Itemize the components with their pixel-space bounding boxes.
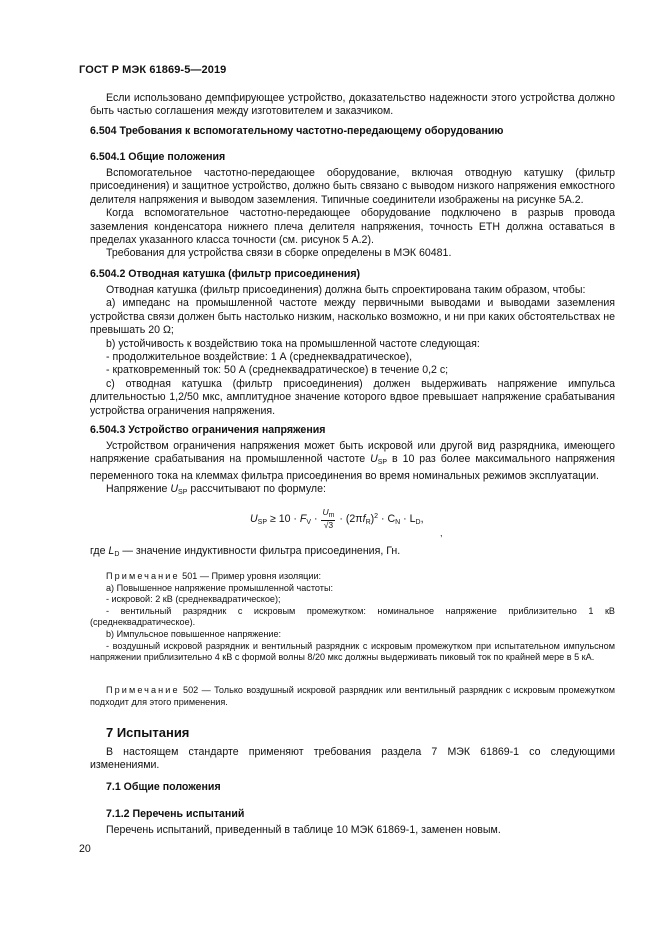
heading-6-504-2: 6.504.2 Отводная катушка (фильтр присоединения) bbox=[90, 268, 361, 280]
note-501: Примечание 501 — Пример уровня изоляции: а) Повышенное напряжение промышленной частоты: - искровой: 2 кВ (среднеквадратическое); - вентильный разрядник с искровым промежутком: номинальное напряжение приблизительно 1 кВ (среднеквадратическое). b) Импульсное повышенное напряжение: - воздушный искровой разрядник и вентильный разрядник с искровым промежутком при испытательном импульсном напряжении приблизительно 4 кВ с формой волны 8/20 мкс должны выдерживать пиковый ток по крайней мере в 5 кА. bbox=[90, 571, 615, 663]
heading-6-504-1: 6.504.1 Общие положения bbox=[90, 151, 226, 163]
heading-6-504-3: 6.504.3 Устройство ограничения напряжения bbox=[90, 424, 326, 436]
section-6-504-1-body bbox=[90, 167, 615, 261]
where-ld: где $L_D$ — значение индуктивности фильтра присоединения, Гн. bbox=[90, 545, 401, 558]
formula-usp: $U_{SP} \ge 10 \cdot F_V$ · $\frac{U_m}{√3}$ · $(2\pi f_R)^2 \cdot C_N \cdot L_D$, bbox=[250, 507, 424, 530]
heading-6-504: 6.504 Требования к вспомогательному частотно-передающему оборудованию bbox=[90, 125, 504, 137]
paragraph-iec60481: Требования для устройства связи в сборке определены в МЭК 60481. bbox=[106, 247, 452, 260]
paragraph-equipment: Вспомогательное частотно-передающее оборудование, включая отводную катушку (фильтр присоединения) и защитное устройство, должно быть связано с выводом низкого напряжения емкостного делителя напряжения и выводом заземления. Типичные соединители изображены на рисунке 5А.2. bbox=[90, 167, 615, 206]
heading-7: 7 Испытания bbox=[106, 725, 190, 740]
fraction-um-sqrt3: $\frac{U_m}{√3}$ bbox=[322, 507, 335, 530]
page-number: 20 bbox=[79, 843, 91, 855]
paragraph-7-1-2: Перечень испытаний, приведенный в таблице 10 МЭК 61869-1, заменен новым. bbox=[106, 824, 501, 836]
standard-code-header: ГОСТ Р МЭК 61869-5—2019 bbox=[79, 64, 227, 76]
formula-trailing-comma: , bbox=[440, 528, 443, 538]
heading-7-1-2: 7.1.2 Перечень испытаний bbox=[106, 808, 245, 820]
heading-7-1: 7.1 Общие положения bbox=[106, 781, 221, 793]
paragraph-ground-break: Когда вспомогательное частотно-передающее оборудование подключено в разрыв провода заземления конденсатора нижнего плеча делителя напряжения, точность ЕТН должна оставаться в пределах указанного класса точности (см. рисунок 5 А.2). bbox=[90, 207, 615, 247]
paragraph-damping: Если использовано демпфирующее устройство, доказательство надежности этого устройства должно быть частью соглашения между изготовителем и заказчиком. bbox=[90, 92, 615, 118]
paragraph-7: В настоящем стандарте применяют требования раздела 7 МЭК 61869-1 со следующими изменениями. bbox=[90, 746, 615, 772]
note-502: Примечание 502 — Только воздушный искровой разрядник или вентильный разрядник с искровым промежутком подходит для этого применения. bbox=[90, 685, 615, 707]
section-6-504-2-body: Отводная катушка (фильтр присоединения) должна быть спроектирована таким образом, чтобы: а) импеданс на промышленной частоте между первичными выводами и выводами заземления устройства связи должен быть настолько низким, насколько возможно, и ни при каких обстоятельствах не превышать 20 Ω; b) устойчивость к воздействию тока на промышленной частоте следующая: - продолжительное воздействие: 1 А (среднеквадратическое), - кратковременный ток: 50 А (среднеквадратическое) в течение 0,2 с; c) отводная катушка (фильтр присоединения) должен выдерживать напряжение импульса длительностью 1,2/50 мкс, амплитудное значение которого вдвое превышает напряжение срабатывания устройства ограничения напряжения. bbox=[90, 284, 615, 417]
section-6-504-3-body: Устройством ограничения напряжения может быть искровой или другой вид разрядника, имеющего напряжение срабатывания на промышленной частоте $U_{SP}$ в 10 раз более максимального напряжения переменного тока на клеммах фильтра присоединения во время номинальных режимов эксплуатации. Напряжение $U_{SP}$ рассчитывают по формуле: bbox=[90, 440, 615, 497]
